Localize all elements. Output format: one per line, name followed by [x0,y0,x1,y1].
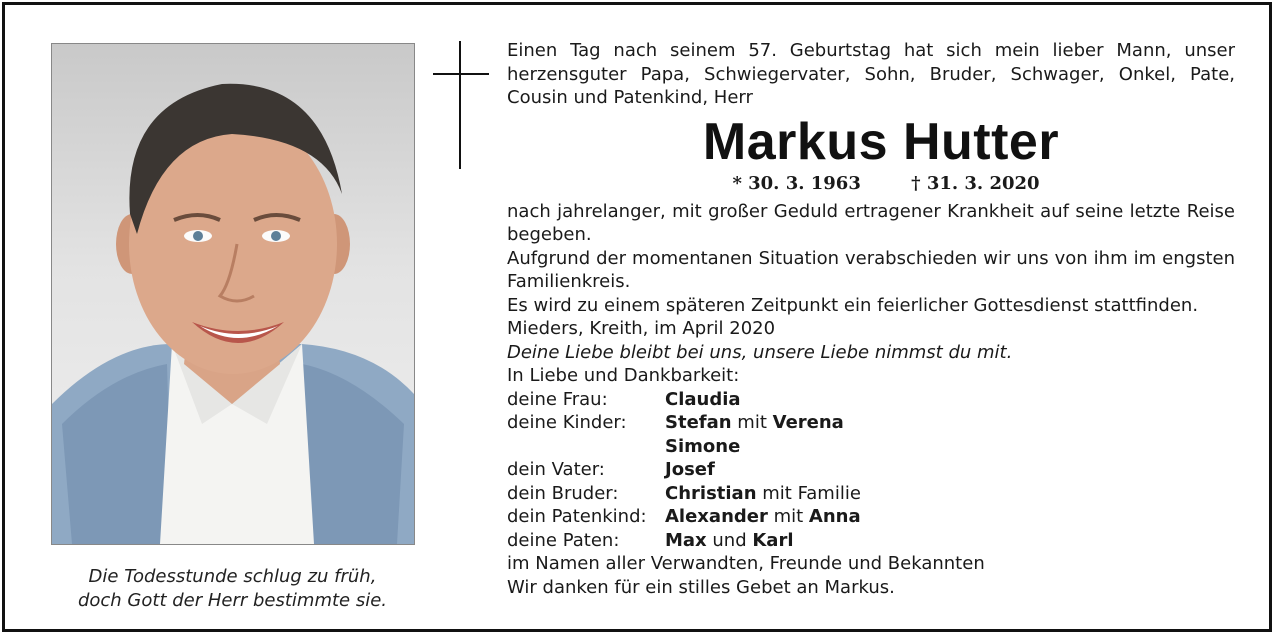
caption-line-2: doch Gott der Herr bestimmte sie. [77,590,388,611]
family-name: Josef [665,459,715,480]
cross-icon [433,41,489,171]
family-row [507,388,1235,412]
portrait-photo [51,43,415,545]
obituary-notice [2,2,1272,632]
relation-label: dein Patenkind: [507,506,647,527]
intro-text: Einen Tag nach seinem 57. Geburtstag hat sich mein lieber Mann, unser herzensguter Papa, Schwiegervater, Sohn, Bruder, Schwager, Onkel, Pate, Cousin und Patenkind, Herr [507,40,1235,108]
quote: Deine Liebe bleibt bei uns, unsere Liebe nimmst du mit. [507,341,1013,363]
relation-label: deine Frau: [507,388,608,410]
relation-label: dein Vater: [507,459,605,480]
thanks-line: Wir danken für ein stilles Gebet an Markus. [507,576,895,598]
paragraph-1: nach jahrelanger, mit großer Geduld ertragener Krankheit auf seine letzte Reise begeben. [507,200,1235,245]
family-row [507,411,1235,435]
family-row [507,482,1235,506]
family-row [507,529,1235,553]
connector: mit [731,412,773,433]
relation-label [507,435,665,459]
caption-verse [35,565,430,613]
family-row [507,435,1235,459]
life-dates [507,172,1235,196]
paragraph-2: Aufgrund der momentanen Situation verabschieden wir uns von ihm im engsten Familienkreis. [507,247,1235,292]
relation-label: dein Bruder: [507,482,619,504]
caption-line-1: Die Todesstunde schlug zu früh, [88,566,377,587]
death-date: † 31. 3. 2020 [911,172,1040,194]
connector: mit Familie [756,482,861,504]
notice-text [507,39,1235,599]
birth-date: * 30. 3. 1963 [732,172,861,194]
family-row [507,505,1235,529]
family-name: Karl [752,529,794,551]
paragraph-3: Es wird zu einem späteren Zeitpunkt ein feierlicher Gottesdienst stattfinden. [507,294,1199,316]
connector: und [706,529,753,551]
family-list [507,388,1235,553]
family-name: Claudia [665,388,741,410]
love-line: In Liebe und Dankbarkeit: [507,365,740,386]
family-name: Max [665,529,707,551]
family-name: Christian [665,482,757,504]
family-name: Alexander [665,506,768,527]
deceased-name: Markus Hutter [702,112,1060,171]
connector: mit [767,506,809,527]
relation-label: deine Kinder: [507,412,627,433]
family-name: Verena [772,412,844,433]
relation-label: deine Paten: [507,529,620,551]
family-name: Anna [808,506,861,527]
family-name: Simone [665,435,741,457]
relatives-line: im Namen aller Verwandten, Freunde und Bekannten [507,553,985,574]
family-row [507,458,1235,482]
place-date: Mieders, Kreith, im April 2020 [507,318,776,339]
family-name: Stefan [665,412,732,433]
